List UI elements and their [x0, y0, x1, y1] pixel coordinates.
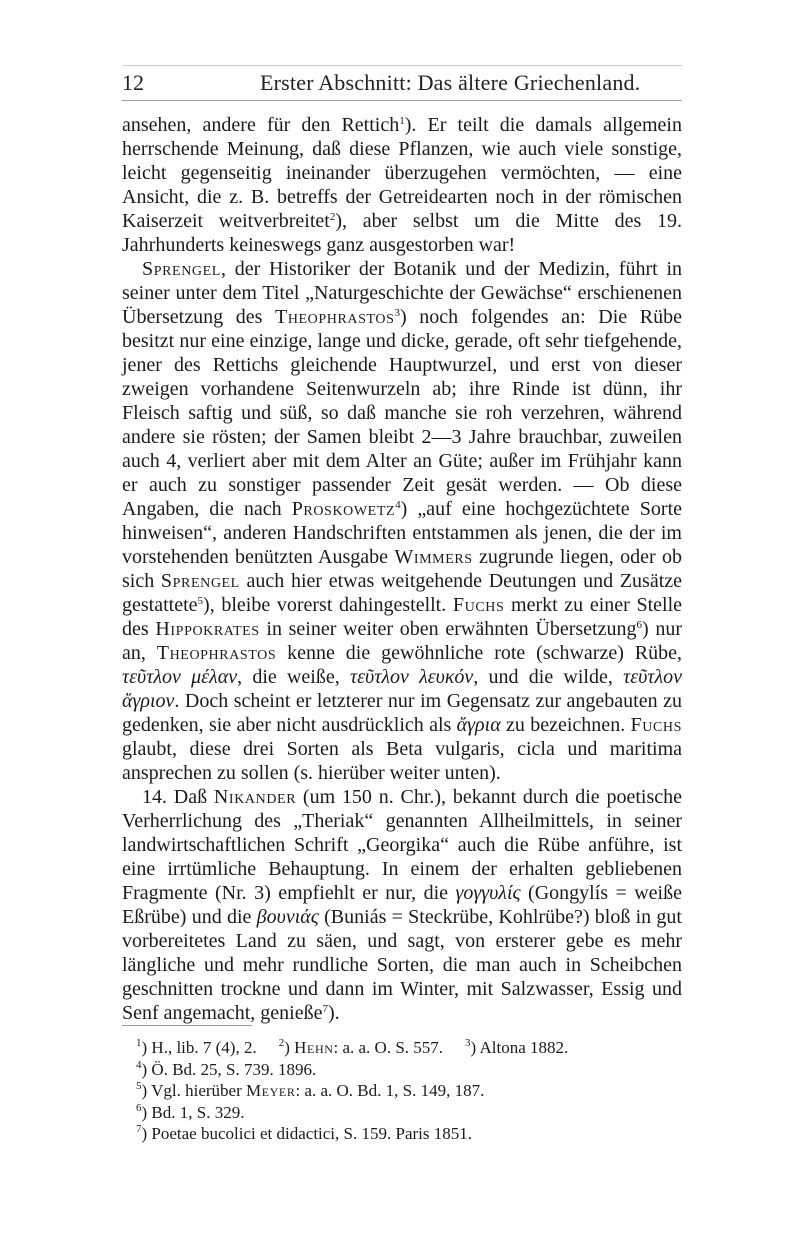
text-run: kenne die gewöhnliche rote (schwarze) Rübe, — [276, 642, 682, 664]
text-run: 14. Daß — [142, 786, 214, 808]
running-header — [122, 70, 682, 100]
author-name: Hippokrates — [155, 618, 260, 640]
text-run: zugrunde liegen, oder ob sich — [122, 546, 682, 592]
footnotes — [122, 1037, 682, 1145]
footnote-number: 2 — [278, 1037, 285, 1049]
author-name: Theophrastos — [156, 642, 277, 664]
paragraph-3 — [122, 785, 682, 1025]
footnote-text: : a. a. O. Bd. 1, S. 149, 187. — [295, 1081, 485, 1101]
top-rule — [122, 65, 682, 66]
text-run: in seiner weiter oben erwähnten Übersetzung — [259, 618, 637, 640]
footnote-ref: 4 — [395, 499, 401, 511]
footnote-line — [122, 1102, 682, 1124]
author-name: Theophrastos — [275, 306, 395, 328]
footnote-number: 7 — [136, 1123, 142, 1136]
footnote-ref: 1 — [399, 115, 405, 127]
text-run: merkt zu einer Stelle des — [122, 594, 682, 640]
footnote-text: ) Poetae bucolici et didactici, S. 159. Paris 1851. — [141, 1124, 472, 1144]
text-run: zu bezeichnen. — [500, 714, 631, 736]
text-run: . Doch scheint er letzterer nur im Gegensatz zur angebauten zu gedenken, sie aber nicht ausdrücklich als — [122, 690, 682, 736]
greek-term: γογγυλίς — [455, 882, 521, 904]
text-run: , die weiße, — [237, 666, 350, 688]
author-name: Sprengel — [160, 570, 240, 592]
page-number: 12 — [122, 70, 144, 95]
footnote-line — [122, 1123, 682, 1145]
text-run: , der Historiker der Botanik und der Medizin, führt in seiner unter dem Titel „Naturgeschichte der Gewächse“ erschienenen Übersetzung des — [122, 258, 682, 328]
footnote-text: ) Ö. Bd. 25, S. 739. 1896. — [141, 1059, 317, 1079]
text-run: ansehen, andere für den Rettich — [122, 114, 400, 136]
author-name: Wimmers — [394, 546, 473, 568]
header-rule — [122, 100, 682, 101]
header-title: Erster Abschnitt: Das ältere Griechenland. — [260, 70, 641, 95]
text-run: auch hier etwas weitgehende Deutungen und Zusätze gestattete — [122, 570, 683, 616]
text-run: ), aber selbst um die Mitte des 19. Jahrhunderts keineswegs ganz ausgestorben war! — [122, 210, 682, 256]
footnote-text: ) H., lib. 7 (4), 2. — [141, 1038, 257, 1057]
text-run: ) „auf eine hochgezüchtete Sorte hinweisen“, anderen Handschriften entstammen als jenen, die der im vorstehenden benützten Ausgabe — [122, 498, 683, 568]
footnote-line — [122, 1080, 682, 1102]
author-name: Hehn — [294, 1038, 334, 1057]
footnote-text: ) — [284, 1038, 295, 1057]
text-run: (Gongylís = weiße Eßrübe) und die — [122, 882, 682, 928]
footnote-line — [122, 1059, 682, 1081]
footnote-ref: 3 — [394, 307, 401, 319]
footnote-number: 3 — [465, 1037, 471, 1049]
footnote-line — [122, 1037, 682, 1059]
greek-term: βουνιάς — [256, 906, 319, 928]
text-run: ). Er teilt die damals allgemein herrschende Meinung, daß diese Pflanzen, wie auch viele sonstige, leicht gegenseitig ineinander überzugehen vermöchten, — eine Ansicht, die z. B. betreffs der Getreidearten noch in der römischen Kaiserzeit weitverbreitet — [122, 114, 682, 232]
footnote-ref: 5 — [197, 595, 204, 607]
footnote-text: ) Bd. 1, S. 329. — [141, 1102, 245, 1122]
footnote-text: ) Vgl. hierüber — [141, 1081, 246, 1101]
footnote-ref: 2 — [329, 211, 336, 223]
text-run: ) nur an, — [122, 618, 682, 664]
text-run: (Buniás = Steckrübe, Kohlrübe?) bloß in gut vorbereitetes Land zu säen, und sagt, von ersterer gebe es mehr längliche und mehr rundliche Sorten, die man auch in Scheibchen geschnitten trockne und dann im Winter, mit Salzwasser, Essig und Senf angemacht, genieße — [122, 906, 682, 1024]
author-name: Fuchs — [630, 714, 682, 736]
text-run: ), bleibe vorerst dahingestellt. — [203, 594, 453, 616]
text-run: , und die wilde, — [473, 666, 624, 688]
footnote-number: 5 — [136, 1080, 142, 1093]
main-text — [122, 113, 682, 1025]
footnote-number: 1 — [136, 1037, 142, 1049]
author-name: Sprengel — [142, 258, 221, 280]
greek-term: ἄγρια — [456, 714, 501, 736]
footnote-rule — [122, 1025, 252, 1026]
greek-term: τεῦτλον λευκόν — [349, 666, 474, 688]
text-run: glaubt, diese drei Sorten als Beta vulgaris, cicla und maritima ansprechen zu sollen (s. hierüber weiter unten). — [122, 738, 682, 784]
footnote-text: ) Altona 1882. — [470, 1038, 569, 1057]
author-name: Meyer — [246, 1081, 296, 1101]
paragraph-2 — [122, 257, 682, 785]
author-name: Fuchs — [452, 594, 505, 616]
footnote-text: : a. a. O. S. 557. — [333, 1038, 444, 1057]
author-name: Nikander — [213, 786, 297, 808]
author-name: Proskowetz — [291, 498, 396, 520]
footnote-ref: 6 — [636, 619, 642, 631]
paragraph-1 — [122, 113, 682, 257]
greek-term: τεῦτλον μέλαν — [122, 666, 238, 688]
footnote-ref: 7 — [322, 1003, 328, 1015]
text-run: ). — [327, 1002, 340, 1024]
text-run: ) noch folgendes an: Die Rübe besitzt nur eine einzige, lange und dicke, gerade, oft sehr tiefgehende, jener des Rettichs gleichende Hauptwurzel, und erst von dieser zweigen vorhandene Seitenwurzeln ab; ihre Rinde ist dünn, ihr Fleisch saftig und süß, so daß manche sie roh verzehren, während andere sie rösten; der Samen bleibt 2—3 Jahre brauchbar, zuweilen auch 4, verliert aber mit dem Alter an Güte; außer im Frühjahr kann er auch zu sonstiger passender Zeit gesät werden. — Ob diese Angaben, die nach — [122, 306, 682, 520]
footnote-number: 6 — [136, 1101, 142, 1114]
text-run: (um 150 n. Chr.), bekannt durch die poetische Verherrlichung des „Theriak“ genannten Allheilmittels, in seiner landwirtschaftlichen Schrift „Georgika“ auch die Rübe anführe, ist eine irrtümliche Behauptung. In einem der erhalten gebliebenen Fragmente (Nr. 3) empfiehlt er nur, die — [122, 786, 682, 904]
footnote-number: 4 — [136, 1058, 142, 1071]
greek-term: τεῦτλον ἄγριον — [122, 666, 682, 712]
